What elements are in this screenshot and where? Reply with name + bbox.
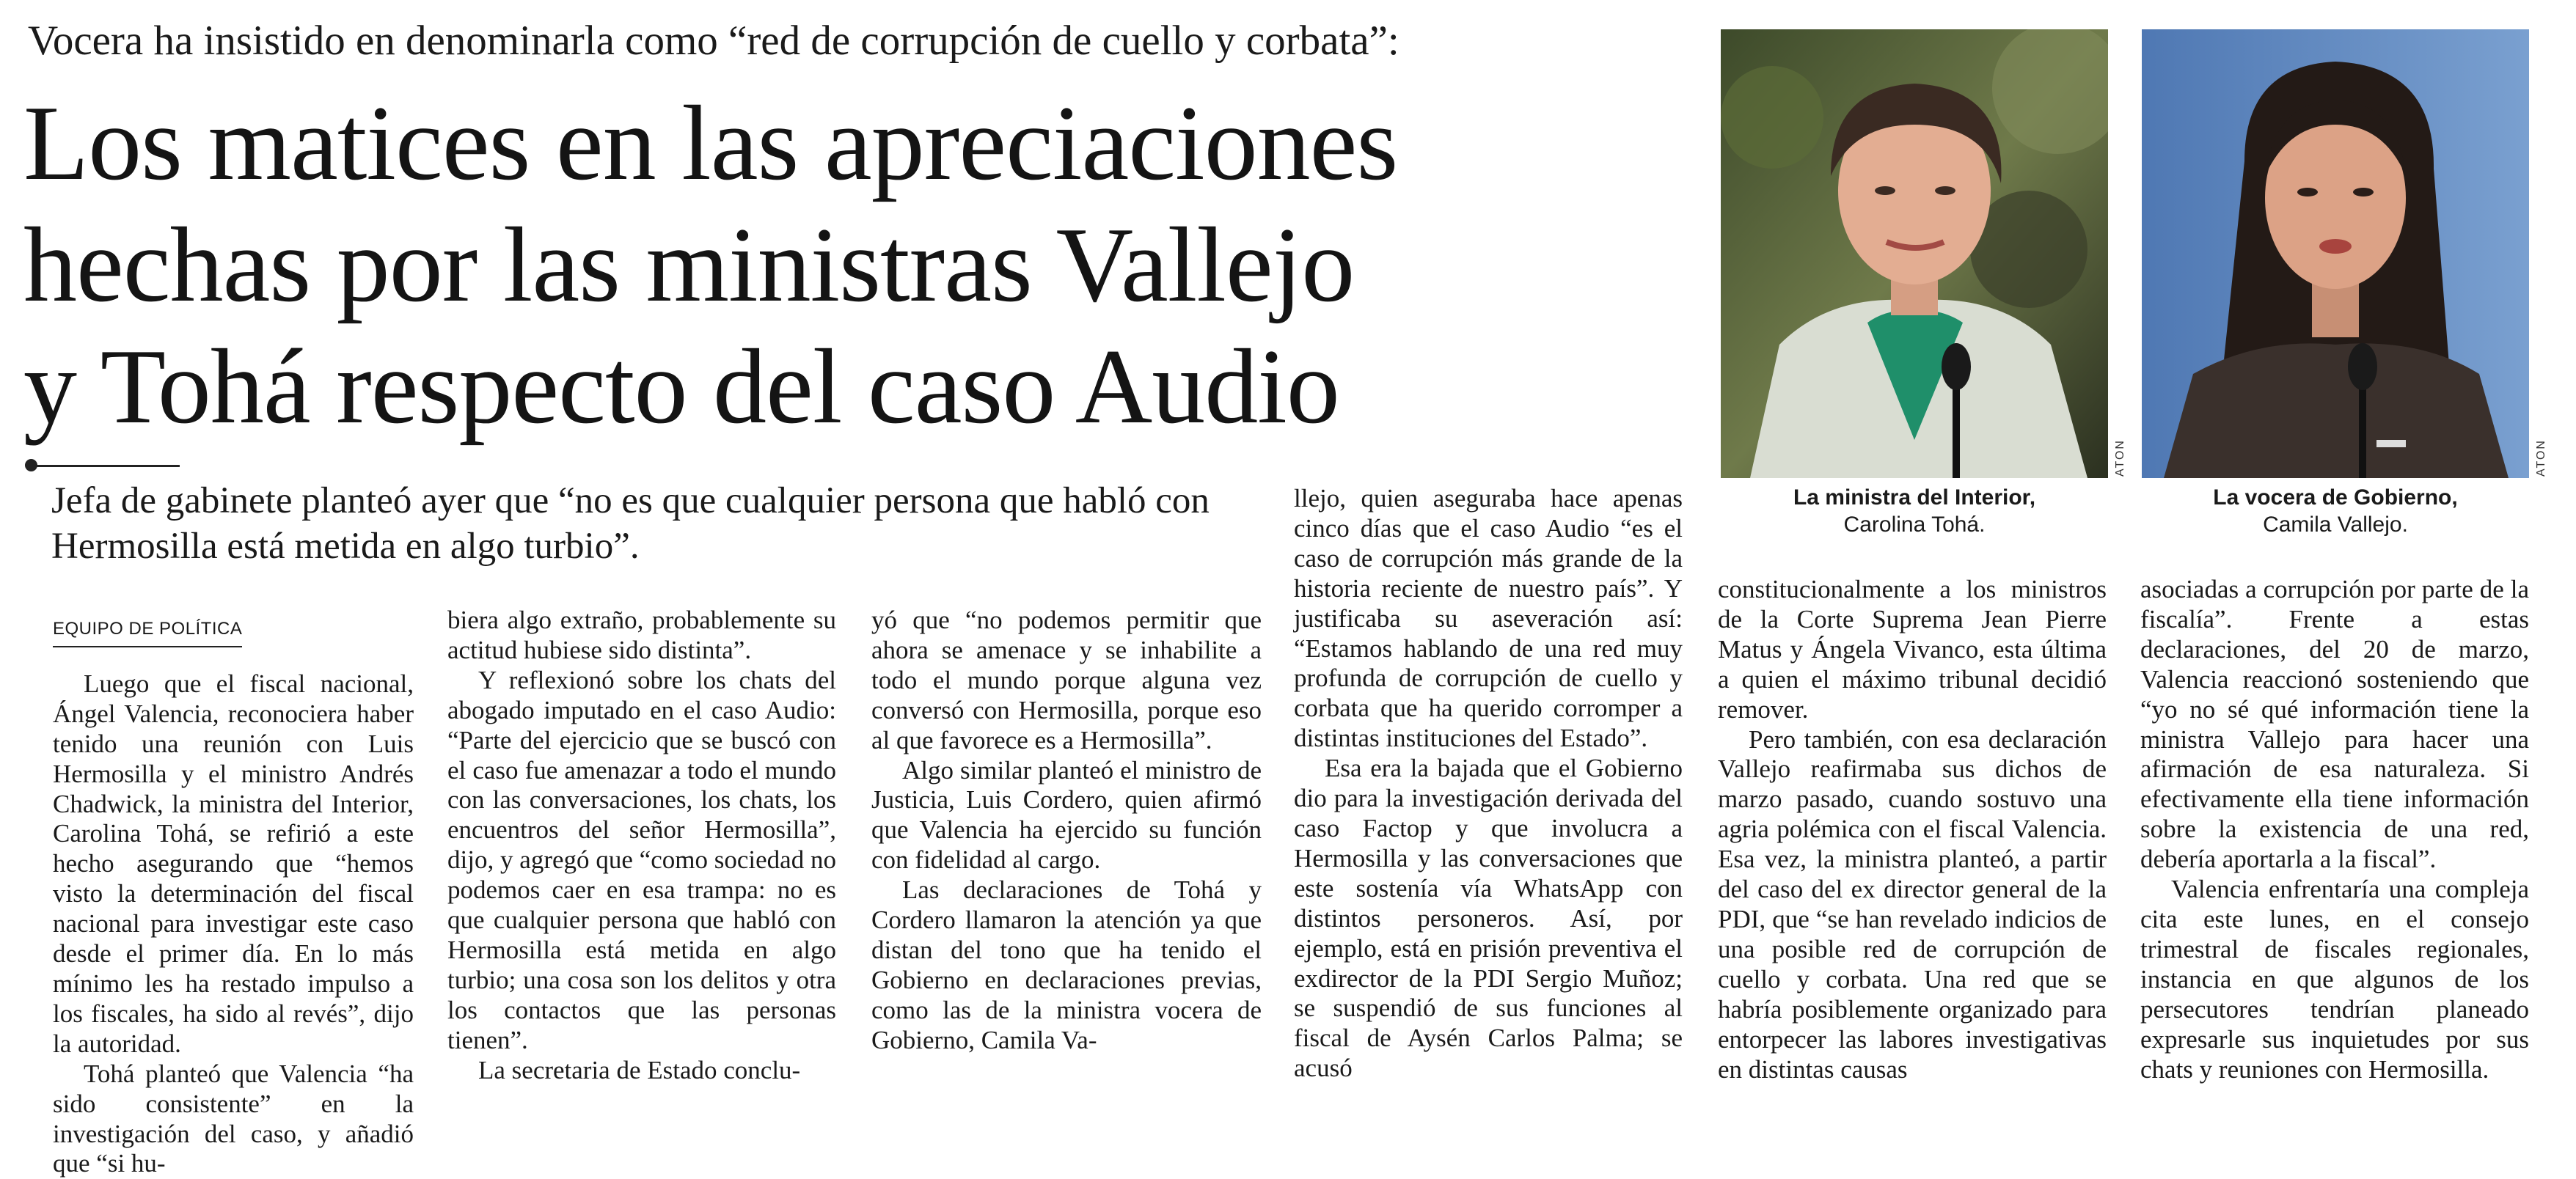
paragraph: Tohá planteó que Valencia “ha sido consistente” en la investigación del caso, y añadió que “si hu-	[53, 1059, 414, 1178]
photo-carolina-toha	[1721, 29, 2108, 478]
article-headline	[23, 82, 1674, 447]
article-column-3	[871, 606, 1262, 1056]
paragraph: yó que “no podemos permitir que ahora se amenace y se inhabilite a todo el mundo porque alguna vez conversó con Hermosilla, porque eso al que favorece es a Hermosilla”.	[871, 606, 1262, 754]
headline-line: Los matices en las apreciaciones	[23, 84, 1398, 202]
photo-credit: ATON	[2535, 439, 2547, 477]
article-column-1	[53, 610, 414, 1179]
paragraph: Y reflexionó sobre los chats del abogado imputado en el caso Audio: “Parte del ejercicio que se buscó con el caso fue amenazar a todo el mundo con las conversaciones, los chats, los encuentros del señor Hermosilla”, dijo, y agregó que “como sociedad no podemos caer en esa trampa: no es que cualquier persona que habló con Hermosilla está metida en algo turbio; una cosa son los delitos y otra los contactos que las personas tienen”.	[447, 665, 836, 1054]
headline-divider-dot	[25, 459, 37, 471]
paragraph: Algo similar planteó el ministro de Justicia, Luis Cordero, quien afirmó que Valencia ha ejercido su función con fidelidad al cargo.	[871, 755, 1262, 875]
paragraph: asociadas a corrupción por parte de la fiscalía”. Frente a estas declaraciones, del 20 de marzo, Valencia reaccionó sosteniendo que “yo no sé qué información tiene la ministra Vallejo para hacer una afirmación de esa naturaleza. Si efectivamente ella tiene información sobre la existencia de una red, debería aportarla a la fiscal”.	[2140, 575, 2529, 874]
caption-title: La vocera de Gobierno,	[2213, 485, 2458, 510]
article-byline: EQUIPO DE POLÍTICA	[53, 614, 242, 647]
paragraph: Pero también, con esa declaración Vallejo reafirmaba sus dichos de marzo pasado, cuando sostuvo una agria polémica con el fiscal Valencia. Esa vez, la ministra planteó, a partir del caso del ex director general de la PDI, que “se han revelado indicios de una posible red de corrupción de cuello y corbata. Una red que se habría posiblemente organizado para entorpecer las labores investigativas en distintas causas	[1718, 724, 2107, 1084]
paragraph: Luego que el fiscal nacional, Ángel Valencia, reconociera haber tenido una reunión con Luis Hermosilla y el ministro Andrés Chadwick, la ministra del Interior, Carolina Tohá, se refirió a este hecho asegurando que “hemos visto la determinación del fiscal nacional para investigar este caso desde el primer día. En lo más mínimo les ha restado impulso a los fiscales, ha sido al revés”, dijo la autoridad.	[53, 669, 414, 1058]
photo-credit: ATON	[2114, 439, 2126, 477]
caption-name: Camila Vallejo.	[2263, 513, 2408, 537]
photo-camila-vallejo	[2142, 29, 2529, 478]
paragraph: Esa era la bajada que el Gobierno dio para la investigación derivada del caso Factop y que involucra a Hermosilla y las conversaciones que este sostenía vía WhatsApp con distintos personeros. Así, por ejemplo, está en prisión preventiva el exdirector de la PDI Sergio Muñoz; se suspendió de sus funciones al fiscal de Aysén Carlos Palma; se acusó	[1294, 754, 1683, 1083]
paragraph: constitucionalmente a los ministros de la Corte Suprema Jean Pierre Matus y Ángela Vivanco, esta última a quien el máximo tribunal decidió remover.	[1718, 575, 2107, 724]
headline-line: hechas por las ministras Vallejo	[23, 205, 1355, 324]
paragraph: llejo, quien aseguraba hace apenas cinco días que el caso Audio “es el caso de corrupción más grande de la historia reciente de nuestro país”. Y justificaba su aseveración así: “Estamos hablando de una red muy profunda de corrupción de cuello y corbata que ha querido corromper a distintas instituciones del Estado”.	[1294, 484, 1683, 753]
article-column-5	[1718, 575, 2107, 1084]
headline-divider	[29, 465, 180, 467]
article-column-4	[1294, 484, 1683, 1084]
article-column-6	[2140, 575, 2529, 1084]
paragraph: Las declaraciones de Tohá y Cordero llamaron la atención ya que distan del tono que ha tenido el Gobierno en declaraciones previas, como las de la ministra vocera de Gobierno, Camila Va-	[871, 875, 1262, 1054]
paragraph: La secretaria de Estado conclu-	[478, 1055, 801, 1084]
headline-line: y Tohá respecto del caso Audio	[23, 327, 1339, 446]
paragraph: biera algo extraño, probablemente su actitud hubiese sido distinta”.	[447, 606, 836, 664]
caption-title: La ministra del Interior,	[1793, 485, 2036, 510]
photo-caption-toha	[1721, 484, 2108, 538]
caption-name: Carolina Tohá.	[1843, 513, 1986, 537]
photo-caption-vallejo	[2142, 484, 2529, 538]
article-kicker: Vocera ha insistido en denominarla como “red de corrupción de cuello y corbata”:	[28, 18, 1399, 64]
article-column-2	[447, 606, 836, 1086]
paragraph: Valencia enfrentaría una compleja cita este lunes, en el consejo trimestral de fiscales regionales, instancia en que algunos de los persecutores tendrían planeado expresarle sus inquietudes por sus chats y reuniones con Hermosilla.	[2140, 875, 2529, 1084]
article-deck: Jefa de gabinete planteó ayer que “no es que cualquier persona que habló con Hermosilla está metida en algo turbio”.	[51, 480, 1210, 567]
